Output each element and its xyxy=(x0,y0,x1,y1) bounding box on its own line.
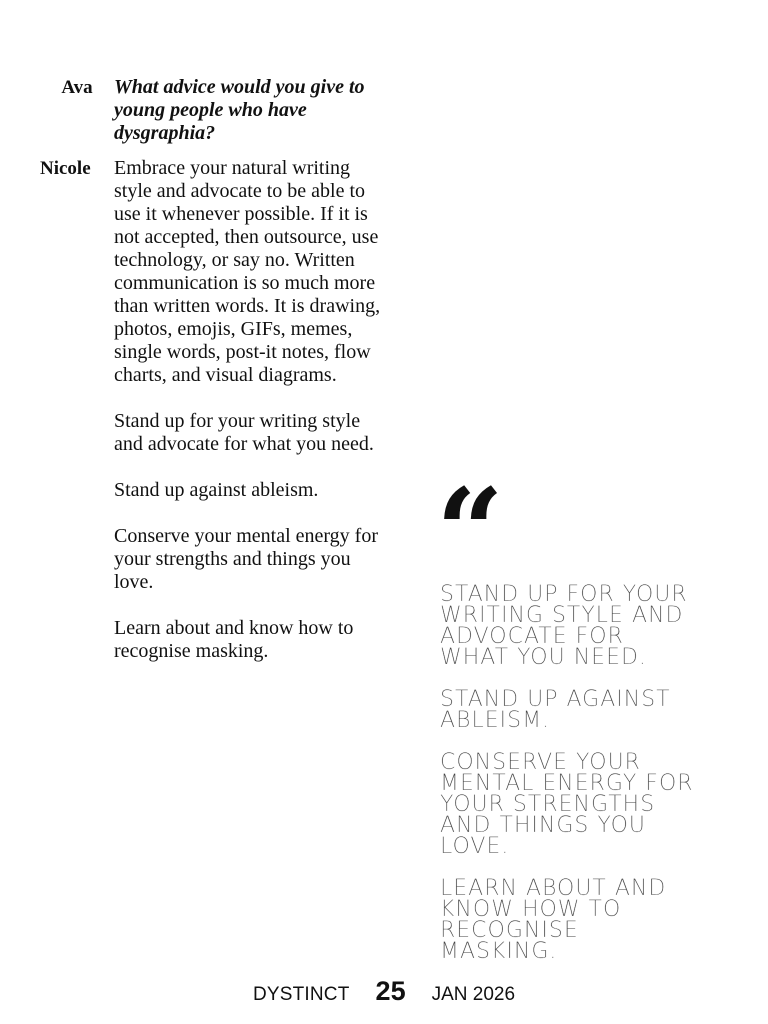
interview-section xyxy=(40,76,385,686)
interview-answer xyxy=(114,157,382,686)
page-footer xyxy=(0,976,768,1007)
pull-quote-item: CONSERVE YOUR MENTAL ENERGY FOR YOUR STRENGTHS AND THINGS YOU LOVE. xyxy=(440,750,694,859)
answer-turn xyxy=(40,157,385,686)
interview-question: What advice would you give to young people who have dysgraphia? xyxy=(114,76,365,144)
answer-paragraph: Stand up against ableism. xyxy=(114,479,319,501)
pull-quote xyxy=(436,462,710,983)
magazine-name: DYSTINCT xyxy=(252,984,350,1005)
answer-paragraph: Conserve your mental energy for your strengths and things you love. xyxy=(114,525,378,593)
answer-paragraph: Stand up for your writing style and advocate for what you need. xyxy=(114,410,374,455)
speaker-ava: Ava xyxy=(61,77,93,98)
page-number: 25 xyxy=(375,976,406,1006)
pull-quote-item: STAND UP FOR YOUR WRITING STYLE AND ADVOCATE FOR WHAT YOU NEED. xyxy=(440,582,688,670)
quote-mark-icon: “ xyxy=(436,462,498,601)
pull-quote-items xyxy=(440,584,710,962)
question-turn xyxy=(40,76,385,145)
pull-quote-item: LEARN ABOUT AND KNOW HOW TO RECOGNISE MASKING. xyxy=(440,876,667,964)
speaker-nicole: Nicole xyxy=(40,158,91,179)
answer-paragraph: Embrace your natural writing style and advocate to be able to use it whenever possible. If it is not accepted, then outsource, use technology, or say no. Written communication is so much more than written words. It is drawing, photos, emojis, GIFs, memes, single words, post-it notes, flow charts, and visual diagrams. xyxy=(114,157,381,386)
answer-paragraph: Learn about and know how to recognise masking. xyxy=(114,617,354,662)
issue-date: JAN 2026 xyxy=(431,984,516,1005)
pull-quote-item: STAND UP AGAINST ABLEISM. xyxy=(440,687,671,733)
